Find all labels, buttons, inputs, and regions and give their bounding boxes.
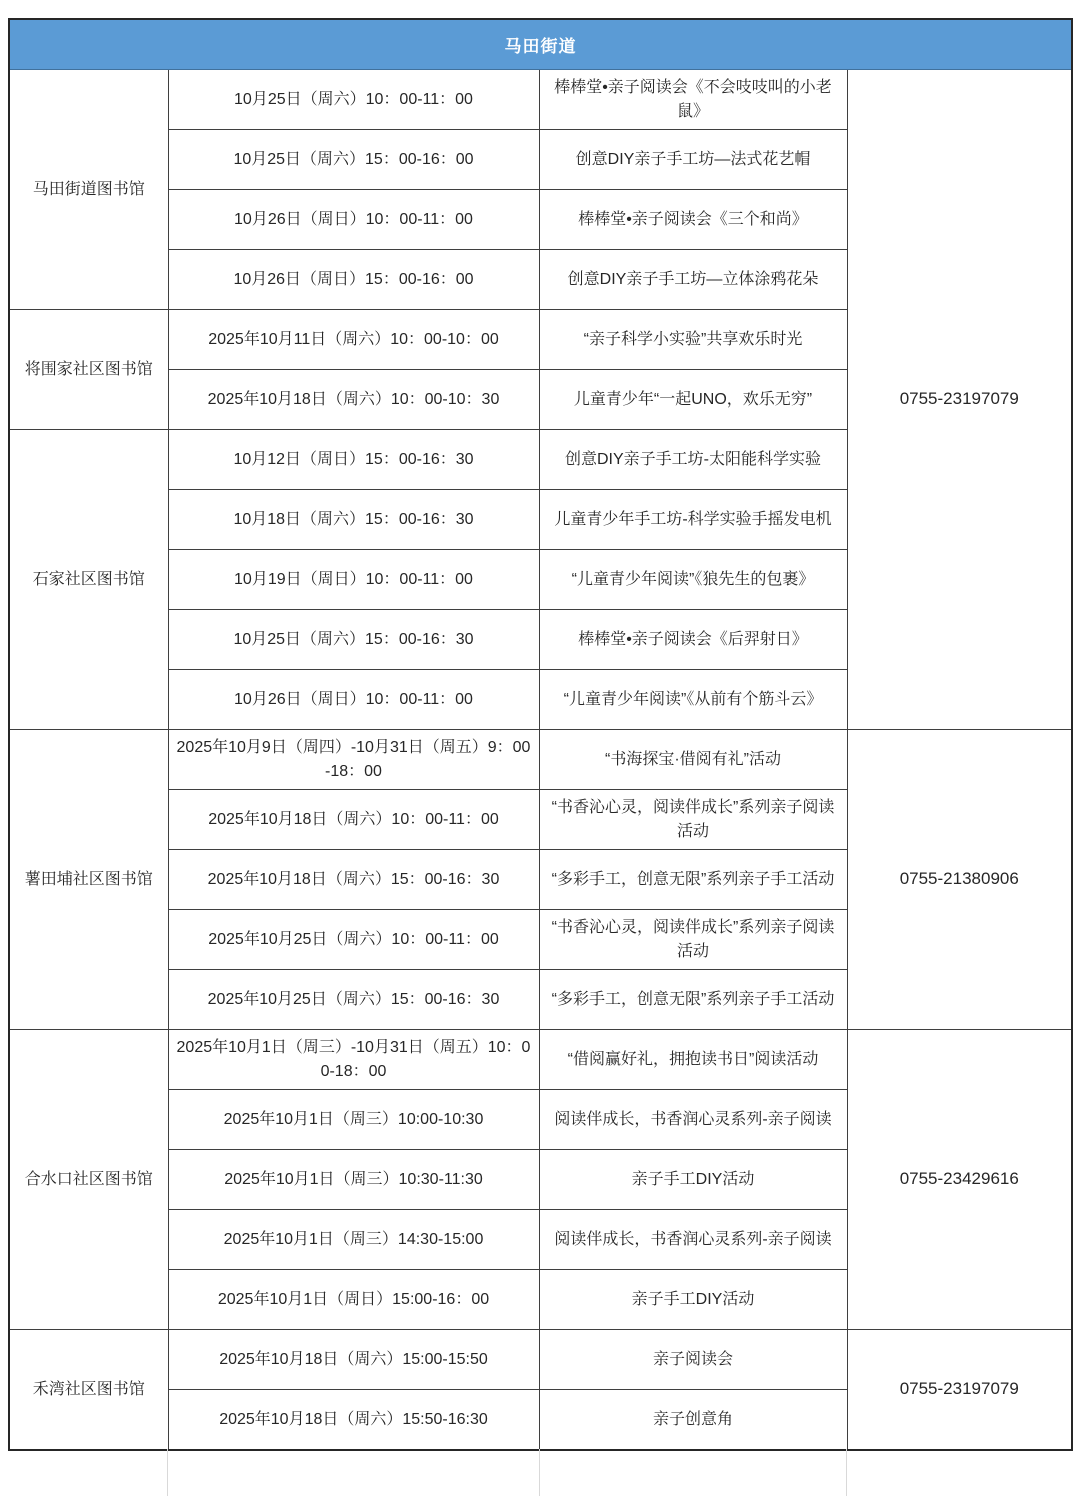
gridline (846, 1449, 847, 1496)
event-title-cell: “儿童青少年阅读”《从前有个筋斗云》 (539, 670, 847, 730)
table-row (9, 1030, 1072, 1090)
event-title-cell: “多彩手工，创意无限”系列亲子手工活动 (539, 970, 847, 1030)
event-datetime-cell: 2025年10月1日（周三）10:30-11:30 (168, 1150, 539, 1210)
street-title: 马田街道 (9, 19, 1072, 70)
event-title-cell: 创意DIY亲子手工坊-太阳能科学实验 (539, 430, 847, 490)
event-datetime-cell: 2025年10月1日（周三）-10月31日（周五）10：00-18：00 (168, 1030, 539, 1090)
event-datetime-cell: 2025年10月18日（周六）15:00-15:50 (168, 1330, 539, 1390)
contact-phone-cell: 0755-23429616 (847, 1030, 1072, 1330)
table-row (9, 1330, 1072, 1390)
event-title-cell: “书香沁心灵，阅读伴成长”系列亲子阅读活动 (539, 910, 847, 970)
event-datetime-cell: 2025年10月18日（周六）10：00-10：30 (168, 370, 539, 430)
library-name-cell: 石家社区图书馆 (9, 430, 168, 730)
event-title-cell: 棒棒堂•亲子阅读会《三个和尚》 (539, 190, 847, 250)
table-row (9, 70, 1072, 130)
event-title-cell: 亲子手工DIY活动 (539, 1270, 847, 1330)
event-datetime-cell: 2025年10月11日（周六）10：00-10：00 (168, 310, 539, 370)
event-datetime-cell: 10月25日（周六）10：00-11：00 (168, 70, 539, 130)
event-datetime-cell: 2025年10月18日（周六）15:50-16:30 (168, 1390, 539, 1450)
event-title-cell: 棒棒堂•亲子阅读会《后羿射日》 (539, 610, 847, 670)
schedule-table (8, 18, 1073, 1451)
event-title-cell: “书香沁心灵，阅读伴成长”系列亲子阅读活动 (539, 790, 847, 850)
event-datetime-cell: 10月26日（周日）10：00-11：00 (168, 670, 539, 730)
library-name-cell: 禾湾社区图书馆 (9, 1330, 168, 1450)
event-datetime-cell: 2025年10月25日（周六）15：00-16：30 (168, 970, 539, 1030)
event-datetime-cell: 10月18日（周六）15：00-16：30 (168, 490, 539, 550)
event-title-cell: 亲子创意角 (539, 1390, 847, 1450)
event-datetime-cell: 2025年10月1日（周日）15:00-16：00 (168, 1270, 539, 1330)
event-datetime-cell: 2025年10月18日（周六）10：00-11：00 (168, 790, 539, 850)
table-header-row (9, 19, 1072, 70)
event-title-cell: “多彩手工，创意无限”系列亲子手工活动 (539, 850, 847, 910)
event-datetime-cell: 10月12日（周日）15：00-16：30 (168, 430, 539, 490)
event-datetime-cell: 10月19日（周日）10：00-11：00 (168, 550, 539, 610)
library-name-cell: 将围家社区图书馆 (9, 310, 168, 430)
event-datetime-cell: 10月25日（周六）15：00-16：00 (168, 130, 539, 190)
event-datetime-cell: 2025年10月18日（周六）15：00-16：30 (168, 850, 539, 910)
library-name-cell: 薯田埔社区图书馆 (9, 730, 168, 1030)
gridline (167, 1449, 168, 1496)
event-datetime-cell: 10月26日（周日）15：00-16：00 (168, 250, 539, 310)
event-title-cell: 创意DIY亲子手工坊—立体涂鸦花朵 (539, 250, 847, 310)
event-title-cell: “儿童青少年阅读”《狼先生的包裹》 (539, 550, 847, 610)
event-title-cell: 亲子阅读会 (539, 1330, 847, 1390)
event-title-cell: “借阅赢好礼，拥抱读书日”阅读活动 (539, 1030, 847, 1090)
event-datetime-cell: 2025年10月25日（周六）10：00-11：00 (168, 910, 539, 970)
gridline (539, 1449, 540, 1496)
event-title-cell: 阅读伴成长，书香润心灵系列-亲子阅读 (539, 1090, 847, 1150)
event-title-cell: 亲子手工DIY活动 (539, 1150, 847, 1210)
library-name-cell: 合水口社区图书馆 (9, 1030, 168, 1330)
event-datetime-cell: 10月25日（周六）15：00-16：30 (168, 610, 539, 670)
event-datetime-cell: 2025年10月1日（周三）10:00-10:30 (168, 1090, 539, 1150)
schedule-sheet (8, 18, 1073, 1451)
event-datetime-cell: 2025年10月1日（周三）14:30-15:00 (168, 1210, 539, 1270)
event-title-cell: 儿童青少年手工坊-科学实验手摇发电机 (539, 490, 847, 550)
contact-phone-cell: 0755-21380906 (847, 730, 1072, 1030)
event-title-cell: 儿童青少年“一起UNO，欢乐无穷” (539, 370, 847, 430)
contact-phone-cell: 0755-23197079 (847, 70, 1072, 730)
contact-phone-cell: 0755-23197079 (847, 1330, 1072, 1450)
event-title-cell: 棒棒堂•亲子阅读会《不会吱吱叫的小老鼠》 (539, 70, 847, 130)
event-title-cell: “书海探宝·借阅有礼”活动 (539, 730, 847, 790)
event-title-cell: 创意DIY亲子手工坊—法式花艺帽 (539, 130, 847, 190)
event-datetime-cell: 2025年10月9日（周四）-10月31日（周五）9：00-18：00 (168, 730, 539, 790)
library-name-cell: 马田街道图书馆 (9, 70, 168, 310)
event-datetime-cell: 10月26日（周日）10：00-11：00 (168, 190, 539, 250)
table-row (9, 730, 1072, 790)
event-title-cell: 阅读伴成长，书香润心灵系列-亲子阅读 (539, 1210, 847, 1270)
event-title-cell: “亲子科学小实验”共享欢乐时光 (539, 310, 847, 370)
